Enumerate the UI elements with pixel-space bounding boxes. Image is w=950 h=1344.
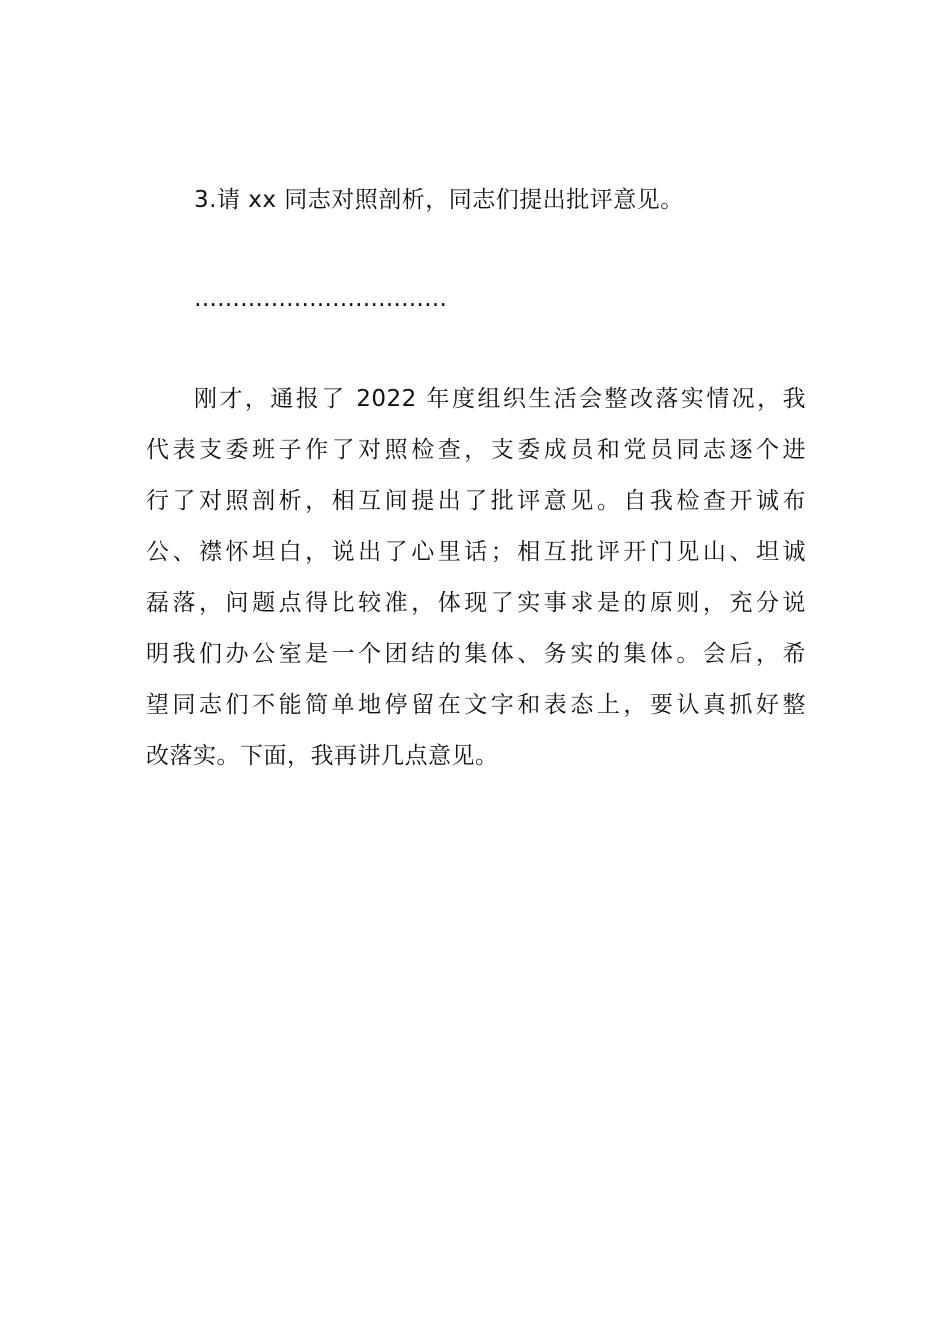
agenda-item-3: 3.请 xx 同志对照剖析，同志们提出批评意见。 [194,187,684,213]
body-paragraph [146,380,806,788]
ellipsis-separator: …………………………… [194,286,447,312]
paragraph-line: 改落实。下面，我再讲几点意见。 [146,743,499,769]
paragraph-line: 磊落，问题点得比较准，体现了实事求是的原则，充分说 [146,590,806,616]
paragraph-line: 刚才，通报了 2022 年度组织生活会整改落实情况，我 [194,386,806,412]
paragraph-line: 行了对照剖析，相互间提出了批评意见。自我检查开诚布 [146,488,806,514]
paragraph-line: 公、襟怀坦白，说出了心里话；相互批评开门见山、坦诚 [146,539,806,565]
paragraph-line: 明我们办公室是一个团结的集体、务实的集体。会后，希 [146,641,806,667]
paragraph-line: 代表支委班子作了对照检查，支委成员和党员同志逐个进 [146,437,806,463]
paragraph-line: 望同志们不能简单地停留在文字和表态上，要认真抓好整 [146,692,806,718]
